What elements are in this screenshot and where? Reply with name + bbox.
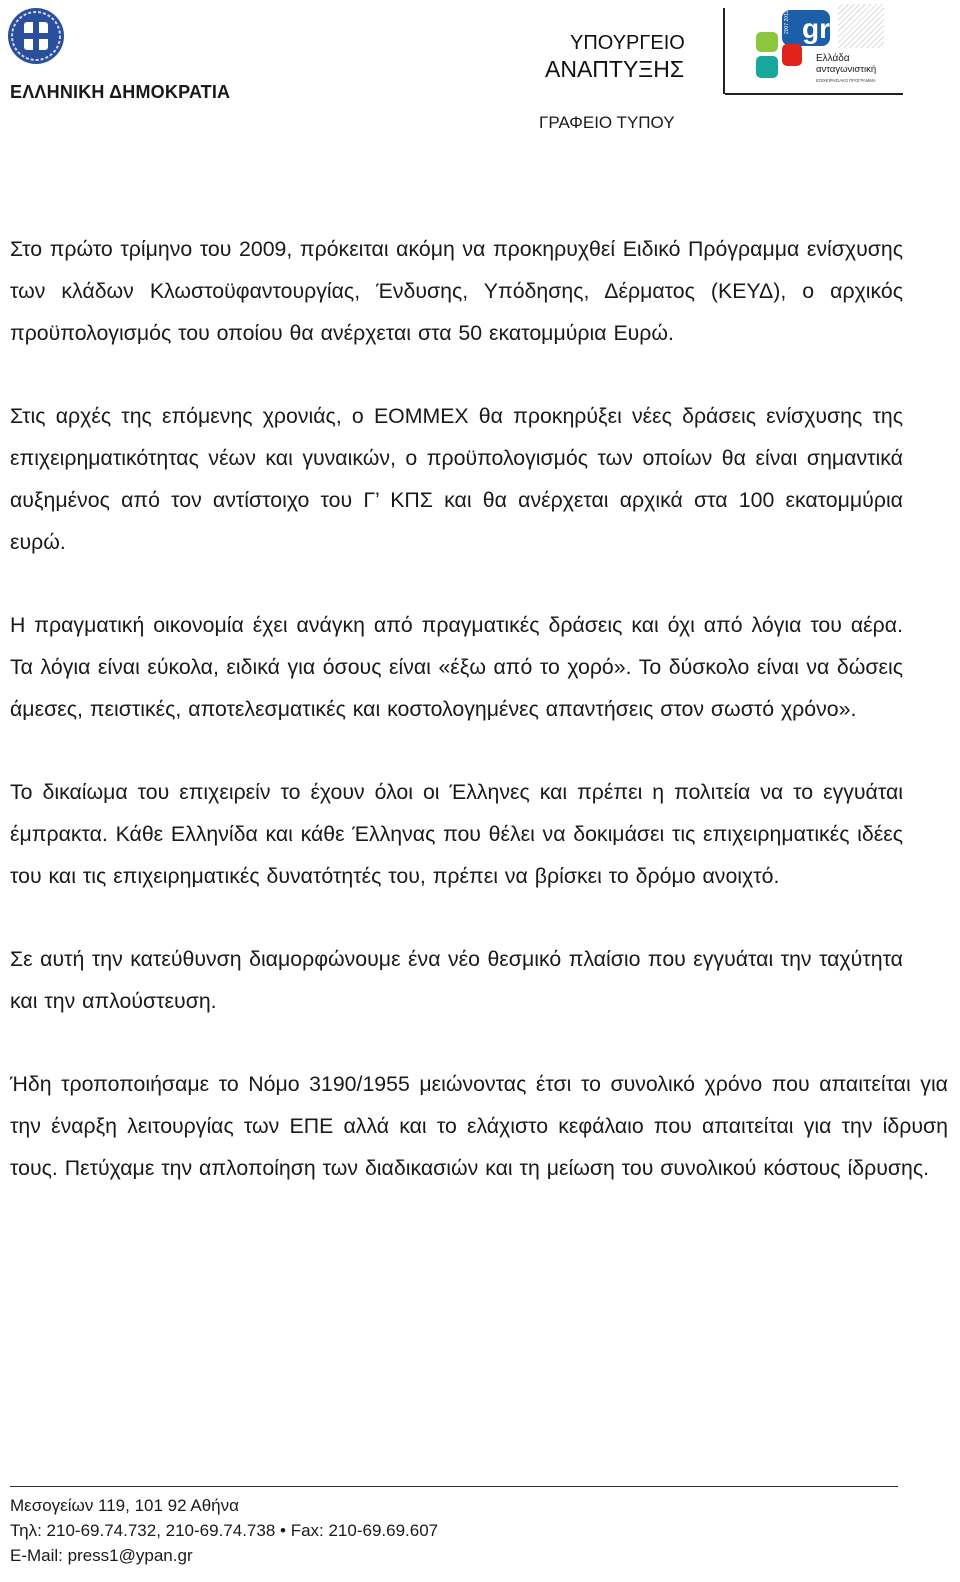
republic-title: ΕΛΛΗΝΙΚΗ ΔΗΜΟΚΡΑΤΙΑ: [10, 82, 231, 102]
ministry-line-1: ΥΠΟΥΡΓΕΙΟ: [570, 32, 685, 54]
header-logo-underline: [725, 93, 903, 95]
logo-tagline-1: Ελλάδα: [816, 53, 850, 64]
paragraph: Η πραγματική οικονομία έχει ανάγκη από πραγματικές δράσεις και όχι από λόγια του αέρα. Τα λόγια είναι εύκολα, ειδικά για όσους είναι «έξω από το χορό». Το δύσκολο είναι να δώσεις άμεσες, πειστικές, αποτελεσματικές και κοστολογημένες απαντήσεις στον σωστό χρόνο».: [10, 613, 903, 721]
paragraph: Το δικαίωμα του επιχειρείν το έχουν όλοι οι Έλληνες και πρέπει η πολιτεία να το εγγυάται έμπρακτα. Κάθε Ελληνίδα και κάθε Έλληνας που θέλει να δοκιμάσει τις επιχειρηματικές ιδέες του και τις επιχειρηματικές δυνατότητές του, πρέπει να βρίσκει το δρόμο ανοιχτό.: [10, 780, 903, 888]
footer-address: Μεσογείων 119, 101 92 Αθήνα: [10, 1496, 239, 1515]
footer-divider: [10, 1486, 898, 1487]
logo-mark-text: gr: [802, 13, 830, 44]
competitive-greece-logo-icon: [752, 4, 902, 90]
press-release-body: [10, 228, 948, 1230]
paragraph: Στο πρώτο τρίμηνο του 2009, πρόκειται ακόμη να προκηρυχθεί Ειδικό Πρόγραμμα ενίσχυσης των κλάδων Κλωστοϋφαντουργίας, Ένδυσης, Υπόδησης, Δέρματος (ΚΕΥΔ), ο αρχικός προϋπολογισμός του οποίου θα ανέρχεται στα 50 εκατομμύρια Ευρώ.: [10, 237, 903, 345]
logo-years-text: 2007 2013: [784, 10, 790, 34]
paragraph: Στις αρχές της επόμενης χρονιάς, ο ΕΟΜΜΕΧ θα προκηρύξει νέες δράσεις ενίσχυσης της επιχειρηματικότητας νέων και γυναικών, ο προϋπολογισμός των οποίων θα είναι σημαντικά αυξημένος από τον αντίστοιχο του Γ’ ΚΠΣ και θα ανέρχεται αρχικά στα 100 εκατομμύρια ευρώ.: [10, 404, 903, 554]
logo-tagline-3: ΕΠΙΧΕΙΡΗΣΙΑΚΟ ΠΡΟΓΡΑΜΜΑ: [816, 78, 876, 83]
logo-tagline-2: ανταγωνιστική: [816, 64, 877, 75]
header-vertical-divider: [723, 8, 725, 94]
footer-contact: [10, 1493, 438, 1568]
greek-emblem-icon: [6, 6, 66, 66]
ministry-name: [545, 30, 685, 82]
paragraph: Σε αυτή την κατεύθυνση διαμορφώνουμε ένα νέο θεσμικό πλαίσιο που εγγυάται την ταχύτητα και την απλούστευση.: [10, 947, 903, 1013]
footer-phones: Τηλ: 210-69.74.732, 210-69.74.738 • Fax: 210-69.69.607: [10, 1521, 439, 1540]
footer-email[interactable]: E-Mail: press1@ypan.gr: [10, 1546, 193, 1565]
ministry-line-2: ΑΝΑΠΤΥΞΗΣ: [545, 56, 685, 82]
press-office-label: ΓΡΑΦΕΙΟ ΤΥΠΟΥ: [539, 113, 675, 132]
paragraph: Ήδη τροποποιήσαμε το Νόμο 3190/1955 μειώνοντας έτσι το συνολικό χρόνο που απαιτείται για την έναρξη λειτουργίας των ΕΠΕ αλλά και το ελάχιστο κεφάλαιο που απαιτείται για την ίδρυση τους. Πετύχαμε την απλοποίηση των διαδικασιών και τη μείωση του συνολικού κόστους ίδρυσης.: [10, 1072, 948, 1180]
